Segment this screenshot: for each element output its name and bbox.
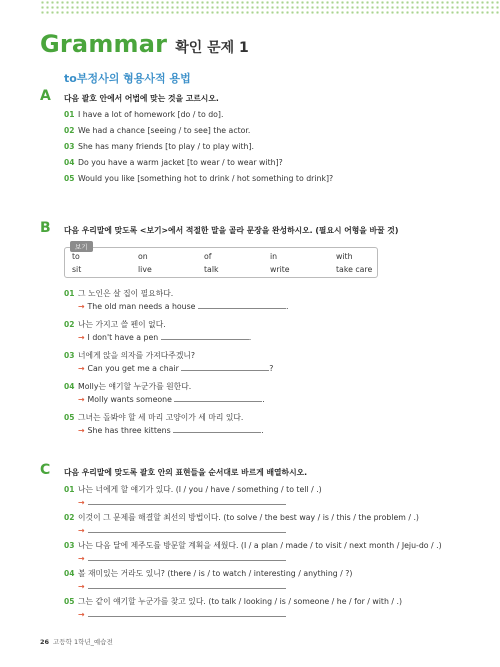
title-grammar: Grammar	[40, 30, 168, 58]
section-c-answer[interactable]	[64, 609, 286, 619]
section-a-letter: A	[40, 88, 51, 104]
section-c-question	[64, 484, 322, 495]
section-b-question	[64, 350, 195, 361]
section-a-item	[64, 142, 254, 151]
hint-word: of	[204, 252, 212, 261]
punctuation: .	[248, 333, 252, 342]
section-b-answer[interactable]	[64, 332, 251, 342]
section-c-answer[interactable]	[64, 497, 286, 507]
punctuation: .	[262, 395, 265, 404]
question-text: 나는 다음 달에 제주도를 방문할 계획을 세웠다. (I / a plan / made / to visit / next month / Jeju-do / .)	[78, 541, 442, 550]
hint-word: in	[270, 252, 278, 261]
item-number: 03	[64, 142, 75, 151]
korean-prompt: 나는 가지고 쓸 펜이 없다.	[78, 320, 166, 329]
section-a-item	[64, 174, 333, 183]
section-a-instruction: 다음 괄호 안에서 어법에 맞는 것을 고르시오.	[64, 94, 219, 103]
hint-word: take care	[336, 265, 373, 274]
question-text: 이것이 그 문제를 해결할 최선의 방법이다. (to solve / the best way / is / this / the problem / .)	[78, 513, 419, 522]
section-b-instruction: 다음 우리말에 맞도록 <보기>에서 적절한 말을 골라 문장을 완성하시오. (필요시 어형을 바꿀 것)	[64, 226, 399, 235]
question-text: 볼 재미있는 거라도 있니? (there / is / to watch / interesting / anything / ?)	[78, 569, 353, 578]
item-number: 02	[64, 126, 75, 135]
item-number: 05	[64, 174, 75, 183]
hint-word: on	[138, 252, 148, 261]
section-a-item	[64, 110, 223, 119]
answer-blank[interactable]	[88, 609, 286, 617]
answer-blank[interactable]	[88, 497, 286, 505]
arrow-icon: →	[78, 582, 85, 591]
answer-blank[interactable]	[88, 525, 286, 533]
arrow-icon: →	[78, 554, 85, 563]
answer-blank[interactable]	[88, 553, 286, 561]
item-number: 05	[64, 597, 75, 606]
answer-blank[interactable]	[173, 425, 264, 435]
item-text: She has many friends [to play / to play with].	[78, 142, 254, 151]
section-a-item	[64, 158, 283, 167]
section-c-question	[64, 540, 442, 551]
item-number: 04	[64, 569, 75, 578]
section-b-answer[interactable]	[64, 363, 273, 373]
section-b-answer[interactable]	[64, 425, 264, 435]
answer-blank[interactable]	[181, 363, 269, 371]
answer-blank[interactable]	[88, 581, 286, 589]
section-c-instruction: 다음 우리말에 맞도록 괄호 안의 표현들을 순서대로 바르게 배열하시오.	[64, 468, 308, 477]
section-c-question	[64, 596, 402, 607]
hint-word: write	[270, 265, 290, 274]
arrow-icon: →	[78, 526, 85, 535]
arrow-icon: →	[78, 498, 85, 507]
section-b-letter: B	[40, 220, 51, 236]
hint-word: sit	[72, 265, 82, 274]
english-stem: Molly wants someone	[87, 395, 172, 404]
section-b-question	[64, 381, 191, 392]
english-stem: The old man needs a house	[87, 302, 196, 311]
item-number: 02	[64, 320, 75, 329]
section-b-question	[64, 412, 243, 423]
section-c-question	[64, 568, 352, 579]
item-number: 03	[64, 351, 75, 360]
hint-word: live	[138, 265, 152, 274]
page-footer	[40, 637, 113, 646]
answer-blank[interactable]	[174, 394, 265, 404]
item-number: 05	[64, 413, 75, 422]
hint-box	[64, 247, 378, 278]
section-b-answer[interactable]	[64, 394, 265, 404]
section-c-answer[interactable]	[64, 553, 286, 563]
item-text: Would you like [something hot to drink / hot something to drink]?	[78, 174, 334, 183]
section-a-item	[64, 126, 250, 135]
item-text: We had a chance [seeing / to see] the actor.	[78, 126, 251, 135]
item-number: 02	[64, 513, 75, 522]
answer-blank[interactable]	[198, 301, 289, 311]
punctuation: .	[261, 426, 264, 435]
section-b-question	[64, 288, 173, 299]
hint-tag: 보기	[70, 241, 93, 252]
item-text: Do you have a warm jacket [to wear / to wear with]?	[78, 158, 283, 167]
section-c-question	[64, 512, 419, 523]
item-number: 01	[64, 485, 75, 494]
arrow-icon: →	[78, 364, 85, 373]
korean-prompt: 그녀는 돌봐야 할 세 마리 고양이가 세 마리 있다.	[78, 413, 244, 422]
section-c-letter: C	[40, 462, 51, 478]
question-text: 나는 너에게 할 얘기가 있다. (I / you / have / something / to tell / .)	[78, 485, 322, 494]
dotted-header-bar	[40, 0, 500, 14]
korean-prompt: 그 노인은 살 집이 필요하다.	[78, 289, 174, 298]
item-number: 03	[64, 541, 75, 550]
item-number: 01	[64, 289, 75, 298]
answer-blank[interactable]	[161, 332, 252, 342]
item-number: 01	[64, 110, 75, 119]
item-number: 04	[64, 158, 75, 167]
english-stem: I don't have a pen	[87, 333, 159, 342]
section-c-answer[interactable]	[64, 581, 286, 591]
section-b-answer[interactable]	[64, 301, 288, 311]
punctuation: .	[285, 302, 289, 311]
hint-word: to	[72, 252, 80, 261]
section-b-question	[64, 319, 166, 330]
question-text: 그는 같이 얘기할 누군가를 찾고 있다. (to talk / looking / is / someone / he / for / with / .)	[78, 597, 403, 606]
item-number: 04	[64, 382, 75, 391]
hint-word: talk	[204, 265, 219, 274]
page-subtitle: to부정사의 형용사적 용법	[64, 72, 191, 85]
english-stem: She has three kittens	[87, 426, 171, 435]
arrow-icon: →	[78, 333, 85, 342]
item-text: I have a lot of homework [do / to do].	[78, 110, 224, 119]
title-quiz: 확인 문제 1	[175, 40, 249, 56]
book-title: 고등학 1학년_예습전	[53, 638, 113, 646]
korean-prompt: Molly는 얘기할 누군가를 원한다.	[78, 382, 192, 391]
punctuation: ?	[269, 364, 274, 373]
page-number: 26	[40, 638, 50, 646]
page-title	[40, 30, 249, 58]
korean-prompt: 너에게 앉을 의자를 가져다주겠니?	[78, 351, 196, 360]
arrow-icon: →	[78, 395, 85, 404]
arrow-icon: →	[78, 426, 85, 435]
hint-word: with	[336, 252, 353, 261]
section-c-answer[interactable]	[64, 525, 286, 535]
arrow-icon: →	[78, 302, 85, 311]
arrow-icon: →	[78, 610, 85, 619]
english-stem: Can you get me a chair	[87, 364, 179, 373]
